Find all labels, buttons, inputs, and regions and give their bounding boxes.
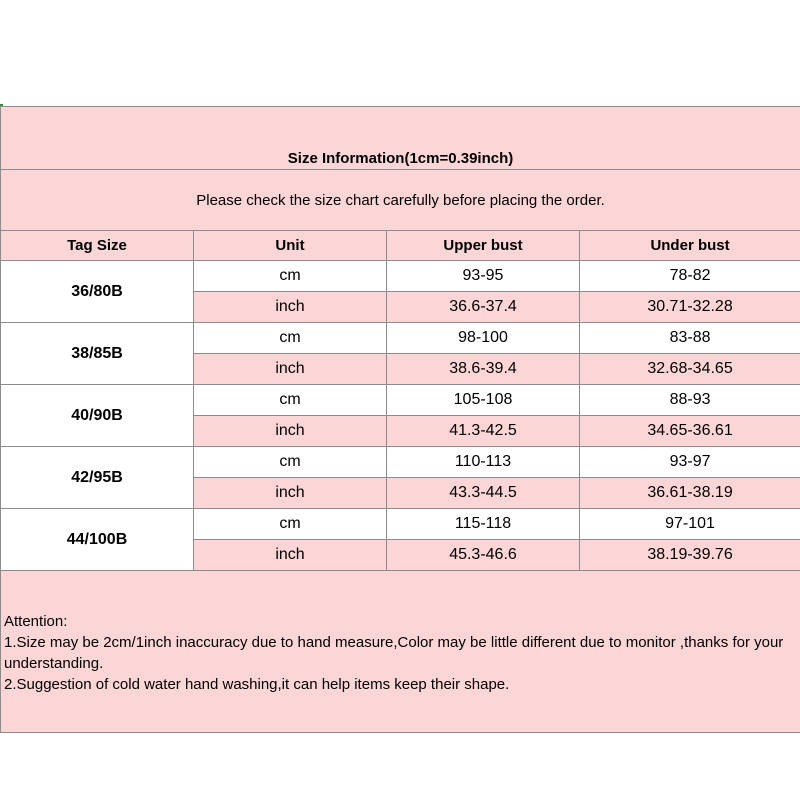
size-chart [0,106,800,733]
upper-bust-cell: 98-100 [387,323,580,354]
tag-size-cell: 42/95B [1,447,194,509]
size-row-cm [1,323,800,354]
under-bust-cell: 93-97 [580,447,800,478]
size-rows [1,261,800,571]
size-row-cm [1,447,800,478]
header-row [1,231,800,261]
upper-bust-cell: 43.3-44.5 [387,478,580,509]
under-bust-cell: 38.19-39.76 [580,540,800,571]
header-unit: Unit [194,231,387,261]
under-bust-cell: 83-88 [580,323,800,354]
unit-cell: cm [194,261,387,292]
upper-bust-cell: 110-113 [387,447,580,478]
under-bust-cell: 30.71-32.28 [580,292,800,323]
size-row-cm [1,385,800,416]
tag-size-cell: 36/80B [1,261,194,323]
upper-bust-cell: 93-95 [387,261,580,292]
header-under-bust: Under bust [580,231,800,261]
upper-bust-cell: 45.3-46.6 [387,540,580,571]
unit-cell: inch [194,540,387,571]
under-bust-cell: 78-82 [580,261,800,292]
unit-cell: inch [194,292,387,323]
header-upper-bust: Upper bust [387,231,580,261]
chart-subtitle: Please check the size chart carefully before placing the order. [1,170,800,231]
upper-bust-cell: 41.3-42.5 [387,416,580,447]
unit-cell: inch [194,416,387,447]
attention-line-1: 1.Size may be 2cm/1inch inaccuracy due to hand measure,Color may be little different due to monitor ,thanks for your understanding. [4,634,784,672]
upper-bust-cell: 105-108 [387,385,580,416]
upper-bust-cell: 38.6-39.4 [387,354,580,385]
unit-cell: cm [194,323,387,354]
unit-cell: cm [194,447,387,478]
under-bust-cell: 88-93 [580,385,800,416]
size-row-cm [1,261,800,292]
unit-cell: inch [194,478,387,509]
tag-size-cell: 38/85B [1,323,194,385]
attention-line-2: 2.Suggestion of cold water hand washing,it can help items keep their shape. [4,676,510,693]
attention-notes [1,571,800,733]
under-bust-cell: 97-101 [580,509,800,540]
size-table [0,106,800,733]
upper-bust-cell: 115-118 [387,509,580,540]
unit-cell: inch [194,354,387,385]
attention-heading: Attention: [4,613,68,630]
upper-bust-cell: 36.6-37.4 [387,292,580,323]
under-bust-cell: 36.61-38.19 [580,478,800,509]
chart-title: Size Information(1cm=0.39inch) [1,107,800,170]
tag-size-cell: 44/100B [1,509,194,571]
unit-cell: cm [194,509,387,540]
unit-cell: cm [194,385,387,416]
under-bust-cell: 34.65-36.61 [580,416,800,447]
header-tag-size: Tag Size [1,231,194,261]
tag-size-cell: 40/90B [1,385,194,447]
under-bust-cell: 32.68-34.65 [580,354,800,385]
size-row-cm [1,509,800,540]
